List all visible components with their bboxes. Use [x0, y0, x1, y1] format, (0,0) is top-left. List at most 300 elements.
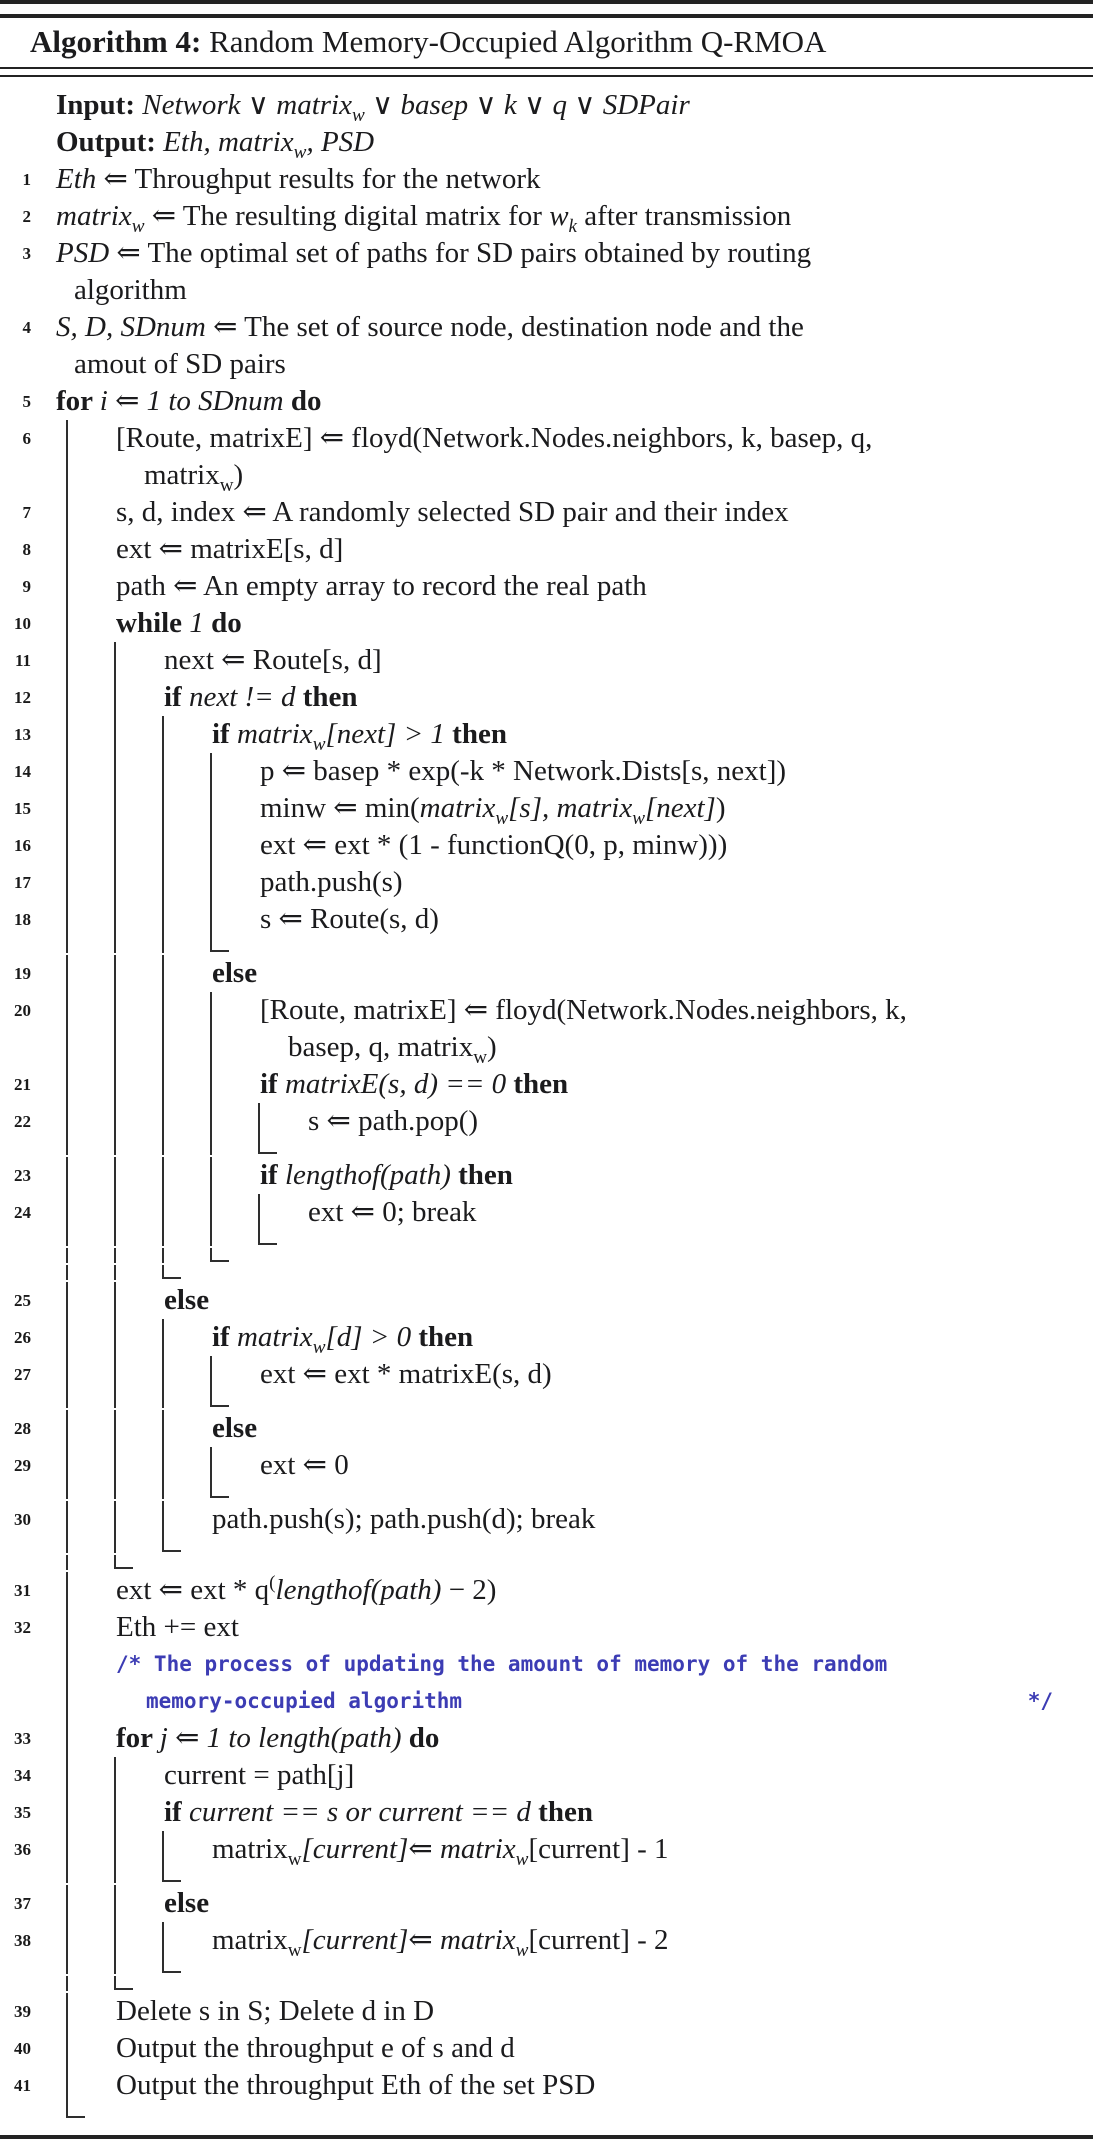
plain-text: current = path[j]: [164, 1759, 355, 1791]
indent-spacer: [44, 1356, 66, 1393]
subscript-text: w: [632, 807, 645, 829]
indent-spacer: [44, 2067, 66, 2104]
keyword-text: then: [458, 1159, 513, 1191]
indent-spacer: [44, 955, 66, 992]
block-indent-bar: [114, 1140, 162, 1155]
block-indent-bar: [114, 1959, 162, 1974]
line-number: [0, 1484, 44, 1499]
plain-text: ): [233, 459, 244, 491]
block-indent-bar: [114, 864, 162, 901]
block-end-foot: [210, 1393, 229, 1407]
math-text: j ⇐ 1 to length(path): [159, 1722, 409, 1754]
line-number: 6: [22, 429, 31, 448]
line-number: 7: [22, 503, 31, 522]
plain-text: s ⇐ Route(s, d): [260, 903, 439, 935]
math-text: matrixE(s, d) == 0: [284, 1068, 514, 1100]
indent-spacer: [44, 1720, 66, 1757]
indent-spacer: [44, 1885, 66, 1922]
code-line: [0, 827, 1067, 864]
indent-spacer: [44, 1447, 66, 1484]
comment-text: [114, 1683, 1067, 1720]
keyword-text: Input:: [56, 89, 143, 121]
code-line-continuation: [0, 1029, 1067, 1066]
indent-spacer: [44, 1555, 66, 1570]
block-indent-bar: [66, 955, 114, 992]
block-indent-bar: [210, 1029, 258, 1066]
block-indent-bar: [162, 1393, 210, 1408]
indent-spacer: [44, 790, 66, 827]
block-indent-bar: [66, 864, 114, 901]
block-indent-bar: [66, 1066, 114, 1103]
code-text: [306, 1194, 1067, 1231]
math-text: matrix: [276, 89, 352, 121]
block-indent-bar: [66, 420, 114, 457]
code-line: [0, 383, 1067, 420]
line-number: [0, 1683, 44, 1720]
line-number: [0, 1140, 44, 1155]
comment-text: [114, 1646, 1067, 1683]
block-indent-bar: [114, 992, 162, 1029]
math-text: [next]: [644, 792, 716, 824]
line-number: [0, 1231, 44, 1246]
plain-text: ext ⇐ ext * q: [116, 1574, 270, 1606]
algorithm-caption: [0, 18, 1093, 67]
subscript-text: w: [287, 1848, 302, 1870]
keyword-text: for: [116, 1722, 160, 1754]
block-indent-bar: [210, 1140, 258, 1155]
code-line: [0, 1501, 1067, 1538]
code-text: [162, 679, 1067, 716]
code-line: [0, 992, 1067, 1029]
block-indent-bar: [66, 1103, 114, 1140]
block-end-foot: [210, 938, 229, 952]
math-text: matrix: [419, 792, 496, 824]
plain-text: s, d, index ⇐ A randomly selected SD pair and their index: [116, 496, 789, 528]
block-indent-bar: [66, 992, 114, 1029]
block-end-row: [0, 1140, 1067, 1155]
plain-text: ext ⇐ ext * matrixE(s, d): [260, 1358, 552, 1390]
line-number: 13: [14, 725, 31, 744]
plain-text: [current] - 1: [528, 1833, 669, 1865]
indent-spacer: [44, 1140, 66, 1155]
line-number: [0, 87, 44, 124]
code-text: [258, 1447, 1067, 1484]
keyword-text: if: [260, 1068, 285, 1100]
line-number: 32: [14, 1618, 31, 1637]
keyword-text: if: [164, 1796, 189, 1828]
code-text: [114, 420, 1067, 457]
code-line: [0, 1157, 1067, 1194]
plain-text: ∨: [516, 89, 553, 121]
line-number: 29: [14, 1456, 31, 1475]
code-text: [44, 87, 1067, 124]
indent-spacer: [44, 605, 66, 642]
code-text: [162, 1757, 1067, 1794]
plain-text: ∨: [364, 89, 401, 121]
code-text: [114, 1572, 1067, 1609]
keyword-text: then: [538, 1796, 593, 1828]
plain-text: [Route, matrixE] ⇐ floyd(Network.Nodes.neighbors, k, basep, q,: [116, 422, 873, 454]
plain-text: ⇐ The optimal set of paths for SD pairs obtained by routing: [109, 237, 812, 269]
code-line: [0, 1447, 1067, 1484]
line-number: [0, 346, 44, 383]
code-text: [44, 309, 1067, 346]
indent-spacer: [44, 1572, 66, 1609]
line-number: 19: [14, 964, 31, 983]
block-indent-bar: [114, 716, 162, 753]
plain-text: ⇐ The resulting digital matrix for: [144, 200, 550, 232]
code-text: [114, 2067, 1067, 2104]
line-number: 34: [14, 1766, 31, 1785]
code-line: [0, 198, 1067, 235]
indent-spacer: [44, 1265, 66, 1280]
block-indent-bar: [114, 1319, 162, 1356]
keyword-text: then: [418, 1321, 474, 1353]
block-end-foot: [162, 1538, 181, 1552]
code-text: [44, 235, 1067, 272]
code-line: [0, 1609, 1067, 1646]
indent-spacer: [44, 1157, 66, 1194]
block-indent-bar: [66, 1885, 114, 1922]
math-text: matrix: [236, 1321, 313, 1353]
keyword-text: else: [164, 1887, 210, 1919]
indent-spacer: [44, 1410, 66, 1447]
block-indent-bar: [162, 1831, 210, 1868]
line-number: 3: [22, 244, 31, 263]
math-text: [current]: [301, 1924, 409, 1956]
math-text: matrix: [439, 1833, 516, 1865]
line-number: [0, 1393, 44, 1408]
code-line: [0, 2067, 1067, 2104]
code-line: [0, 1720, 1067, 1757]
block-indent-bar: [66, 901, 114, 938]
math-text: Network: [142, 89, 241, 121]
line-number: [0, 1868, 44, 1883]
block-indent-bar: [114, 1103, 162, 1140]
indent-spacer: [44, 992, 66, 1029]
block-indent-bar: [258, 1194, 306, 1231]
keyword-text: Output:: [56, 126, 164, 158]
plain-text: ext ⇐ matrixE[s, d]: [116, 533, 344, 565]
indent-spacer: [44, 1248, 66, 1263]
code-text: [210, 1831, 1067, 1868]
indent-spacer: [44, 531, 66, 568]
superscript-text: (: [269, 1572, 276, 1594]
block-indent-bar: [66, 605, 114, 642]
block-indent-bar: [114, 1410, 162, 1447]
math-text: k: [503, 89, 517, 121]
block-indent-bar: [210, 1194, 258, 1231]
keyword-text: do: [290, 385, 322, 417]
keyword-text: if: [212, 718, 237, 750]
block-end-foot: [258, 1231, 277, 1245]
block-indent-bar: [66, 1231, 114, 1246]
code-line: [0, 531, 1067, 568]
code-line: [0, 1922, 1067, 1959]
block-end-row: [0, 1538, 1067, 1553]
plain-text: ⇐: [408, 1924, 440, 1956]
indent-spacer: [44, 457, 66, 494]
code-line: [0, 1572, 1067, 1609]
code-text: [114, 531, 1067, 568]
comment-line: [0, 1683, 1067, 1720]
block-indent-bar: [210, 790, 258, 827]
math-text: ,: [306, 126, 321, 158]
block-indent-bar: [66, 1538, 114, 1553]
plain-text: ): [487, 1031, 497, 1063]
block-indent-bar: [114, 679, 162, 716]
line-number: 37: [14, 1894, 31, 1913]
subscript-text: w: [312, 733, 326, 755]
code-line: [0, 87, 1067, 124]
line-number: 4: [22, 318, 31, 337]
block-indent-bar: [162, 1922, 210, 1959]
line-number: 22: [14, 1112, 31, 1131]
block-indent-bar: [162, 1501, 210, 1538]
code-text: [258, 1356, 1067, 1393]
block-indent-bar: [210, 753, 258, 790]
plain-text: ∨: [567, 89, 603, 121]
comment-body-text: memory-occupied algorithm: [146, 1689, 463, 1713]
code-line: [0, 2030, 1067, 2067]
indent-spacer: [44, 1393, 66, 1408]
plain-text: ⇐: [408, 1833, 440, 1865]
plain-text: s ⇐ path.pop(): [308, 1105, 479, 1137]
plain-text: basep, q, matrix: [288, 1031, 474, 1063]
block-end-row: [0, 1484, 1067, 1499]
line-number: [0, 1538, 44, 1553]
code-text: [258, 901, 1067, 938]
subscript-text: w: [473, 1046, 488, 1068]
line-number: 41: [14, 2076, 31, 2095]
indent-spacer: [44, 1319, 66, 1356]
block-indent-bar: [66, 938, 114, 953]
block-indent-bar: [162, 1356, 210, 1393]
block-indent-bar: [66, 1959, 114, 1974]
block-end-foot: [162, 1868, 181, 1882]
block-indent-bar: [114, 1538, 162, 1553]
block-indent-bar: [114, 901, 162, 938]
block-indent-bar: [162, 1157, 210, 1194]
indent-spacer: [44, 679, 66, 716]
line-number: 16: [14, 836, 31, 855]
indent-spacer: [44, 1231, 66, 1246]
code-line-continuation: [0, 272, 1067, 309]
block-indent-bar: [162, 901, 210, 938]
block-indent-bar: [210, 1356, 258, 1393]
code-line: [0, 679, 1067, 716]
block-indent-bar: [66, 1868, 114, 1883]
math-text: 1: [189, 607, 212, 639]
block-indent-bar: [114, 790, 162, 827]
subscript-text: w: [131, 215, 145, 237]
block-indent-bar: [66, 1265, 114, 1280]
caption-label: Algorithm 4:: [30, 24, 202, 59]
indent-spacer: [44, 901, 66, 938]
code-text: [258, 753, 1067, 790]
block-end-foot: [210, 1248, 229, 1262]
block-indent-bar: [114, 1757, 162, 1794]
line-number: [0, 938, 44, 953]
line-number: 1: [22, 170, 31, 189]
block-indent-bar: [66, 1157, 114, 1194]
math-text: lengthof(path): [275, 1574, 442, 1606]
block-indent-bar: [114, 1794, 162, 1831]
code-line: [0, 1194, 1067, 1231]
plain-text: algorithm: [74, 274, 187, 306]
code-text: [44, 198, 1067, 235]
code-text: [114, 2030, 1067, 2067]
block-indent-bar: [114, 1282, 162, 1319]
block-indent-bar: [210, 1066, 258, 1103]
block-indent-bar: [66, 1555, 114, 1570]
code-text: [114, 605, 1067, 642]
block-indent-bar: [66, 827, 114, 864]
block-end-row: [0, 1265, 1067, 1280]
block-indent-bar: [66, 568, 114, 605]
block-end-row: [0, 1555, 1067, 1570]
block-indent-bar: [66, 1484, 114, 1499]
block-indent-bar: [66, 1319, 114, 1356]
code-text: [114, 1609, 1067, 1646]
plain-text: minw ⇐ min(: [260, 792, 420, 824]
indent-spacer: [44, 864, 66, 901]
subscript-text: w: [287, 1939, 302, 1961]
block-indent-bar: [66, 1410, 114, 1447]
block-indent-bar: [66, 1572, 114, 1609]
code-line: [0, 901, 1067, 938]
line-number: 15: [14, 799, 31, 818]
block-indent-bar: [66, 679, 114, 716]
block-indent-bar: [66, 1501, 114, 1538]
code-line: [0, 420, 1067, 457]
plain-text: ext ⇐ 0; break: [308, 1196, 477, 1228]
line-number: 38: [14, 1931, 31, 1950]
block-indent-bar: [66, 1447, 114, 1484]
code-text: [210, 1922, 1067, 1959]
indent-spacer: [44, 753, 66, 790]
comment-body-text: /* The process of updating the amount of memory of the random: [116, 1652, 888, 1676]
block-end-row: [0, 1959, 1067, 1974]
line-number: 18: [14, 910, 31, 929]
code-line: [0, 161, 1067, 198]
plain-text: path ⇐ An empty array to record the real path: [116, 570, 647, 602]
line-number: [0, 1555, 44, 1570]
indent-spacer: [44, 1484, 66, 1499]
code-line: [0, 1885, 1067, 1922]
code-text: [44, 346, 1067, 383]
code-text: [210, 955, 1067, 992]
plain-text: Output the throughput Eth of the set PSD: [116, 2069, 596, 2101]
block-end-foot: [114, 1976, 133, 1990]
block-end-row: [0, 1393, 1067, 1408]
line-number: [0, 2104, 44, 2119]
code-line: [0, 309, 1067, 346]
block-end-foot: [162, 1265, 181, 1279]
block-indent-bar: [162, 1103, 210, 1140]
code-line: [0, 1103, 1067, 1140]
block-end-row: [0, 938, 1067, 953]
indent-spacer: [44, 716, 66, 753]
block-indent-bar: [162, 1319, 210, 1356]
block-indent-bar: [66, 531, 114, 568]
code-text: [114, 457, 1067, 494]
math-text: w: [549, 200, 569, 232]
code-text: [162, 1794, 1067, 1831]
code-line: [0, 1831, 1067, 1868]
block-indent-bar: [66, 494, 114, 531]
math-text: PSD: [56, 237, 110, 269]
bottom-rule: [0, 2135, 1093, 2139]
line-number: 39: [14, 2002, 31, 2021]
block-indent-bar: [66, 1922, 114, 1959]
subscript-text: w: [351, 104, 365, 126]
code-line: [0, 124, 1067, 161]
block-indent-bar: [162, 864, 210, 901]
block-indent-bar: [66, 1831, 114, 1868]
block-indent-bar: [162, 992, 210, 1029]
block-indent-bar: [114, 827, 162, 864]
block-end-foot: [162, 1959, 181, 1973]
math-text: ,: [203, 126, 218, 158]
code-text: [258, 827, 1067, 864]
block-end-foot: [210, 1484, 229, 1498]
code-line: [0, 235, 1067, 272]
plain-text: ): [715, 792, 726, 824]
math-text: matrix: [217, 126, 294, 158]
code-line: [0, 753, 1067, 790]
keyword-text: for: [56, 385, 100, 417]
plain-text: Eth += ext: [116, 1611, 239, 1643]
math-text: matrix: [236, 718, 313, 750]
line-number: 40: [14, 2039, 31, 2058]
keyword-text: if: [164, 681, 189, 713]
block-end-row: [0, 1976, 1067, 1991]
line-number: [0, 1265, 44, 1280]
block-indent-bar: [114, 1066, 162, 1103]
block-indent-bar: [114, 1922, 162, 1959]
plain-text: − 2): [441, 1574, 497, 1606]
block-indent-bar: [114, 1831, 162, 1868]
plain-text: next ⇐ Route[s, d]: [164, 644, 382, 676]
line-number: 12: [14, 688, 31, 707]
line-number: 35: [14, 1803, 31, 1822]
line-number: 2: [22, 207, 31, 226]
code-line: [0, 864, 1067, 901]
block-indent-bar: [210, 992, 258, 1029]
block-indent-bar: [114, 1231, 162, 1246]
plain-text: ext ⇐ ext * (1 - functionQ(0, p, minw))): [260, 829, 728, 861]
block-indent-bar: [66, 1029, 114, 1066]
keyword-text: do: [211, 607, 242, 639]
block-indent-bar: [210, 1157, 258, 1194]
code-line: [0, 716, 1067, 753]
block-indent-bar: [114, 1356, 162, 1393]
indent-spacer: [44, 1993, 66, 2030]
indent-spacer: [44, 1794, 66, 1831]
subscript-text: w: [293, 141, 307, 163]
block-indent-bar: [114, 1157, 162, 1194]
block-indent-bar: [114, 1501, 162, 1538]
block-indent-bar: [162, 1484, 210, 1499]
line-number: 8: [22, 540, 31, 559]
block-indent-bar: [162, 1029, 210, 1066]
code-line-continuation: [0, 346, 1067, 383]
block-indent-bar: [162, 1248, 210, 1263]
block-end-row: [0, 1868, 1067, 1883]
block-indent-bar: [114, 938, 162, 953]
code-line: [0, 1993, 1067, 2030]
